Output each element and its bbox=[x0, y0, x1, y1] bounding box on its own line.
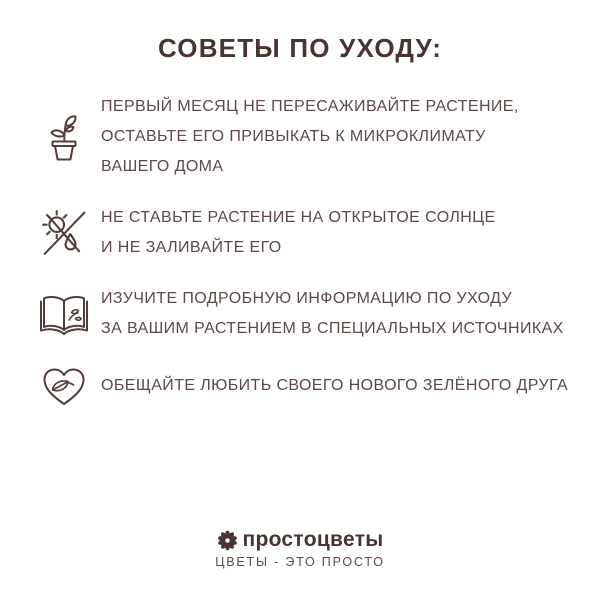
no-sun-no-water-icon bbox=[36, 208, 92, 258]
tip-no-repotting bbox=[36, 92, 582, 182]
tip-no-sun-no-overwatering bbox=[36, 203, 582, 263]
tip-line: ВАШЕГО ДОМА bbox=[101, 158, 224, 175]
tips-list bbox=[36, 92, 582, 407]
tip-text bbox=[101, 92, 519, 182]
flower-icon bbox=[216, 529, 239, 552]
brand-row bbox=[0, 528, 600, 552]
tip-line: ОБЕЩАЙТЕ ЛЮБИТЬ СВОЕГО НОВОГО ЗЕЛЁНОГО ДРУГА bbox=[101, 377, 569, 394]
tip-read-care-info bbox=[36, 284, 582, 344]
tip-text bbox=[101, 203, 496, 263]
heart-leaf-icon bbox=[36, 365, 92, 407]
tip-line: И НЕ ЗАЛИВАЙТЕ ЕГО bbox=[101, 239, 282, 256]
page-title: СОВЕТЫ ПО УХОДУ: bbox=[157, 33, 443, 63]
brand-name: простоцветы bbox=[242, 528, 384, 551]
tip-line: ИЗУЧИТЕ ПОДРОБНУЮ ИНФОРМАЦИЮ ПО УХОДУ bbox=[101, 290, 513, 307]
potted-plant-icon bbox=[36, 112, 92, 162]
open-book-leaf-icon bbox=[36, 291, 92, 337]
tip-line: ОСТАВЬТЕ ЕГО ПРИВЫКАТЬ К МИКРОКЛИМАТУ bbox=[101, 128, 486, 145]
tip-line: НЕ СТАВЬТЕ РАСТЕНИЕ НА ОТКРЫТОЕ СОЛНЦЕ bbox=[101, 209, 496, 226]
tip-line: ЗА ВАШИМ РАСТЕНИЕМ В СПЕЦИАЛЬНЫХ ИСТОЧНИКАХ bbox=[101, 320, 564, 337]
brand-tagline: ЦВЕТЫ - ЭТО ПРОСТО bbox=[215, 555, 385, 569]
tip-text bbox=[101, 371, 568, 401]
tip-text bbox=[101, 284, 564, 344]
tip-love-your-plant bbox=[36, 365, 582, 407]
brand-footer bbox=[0, 528, 600, 569]
tip-line: ПЕРВЫЙ МЕСЯЦ НЕ ПЕРЕСАЖИВАЙТЕ РАСТЕНИЕ, bbox=[101, 98, 519, 115]
